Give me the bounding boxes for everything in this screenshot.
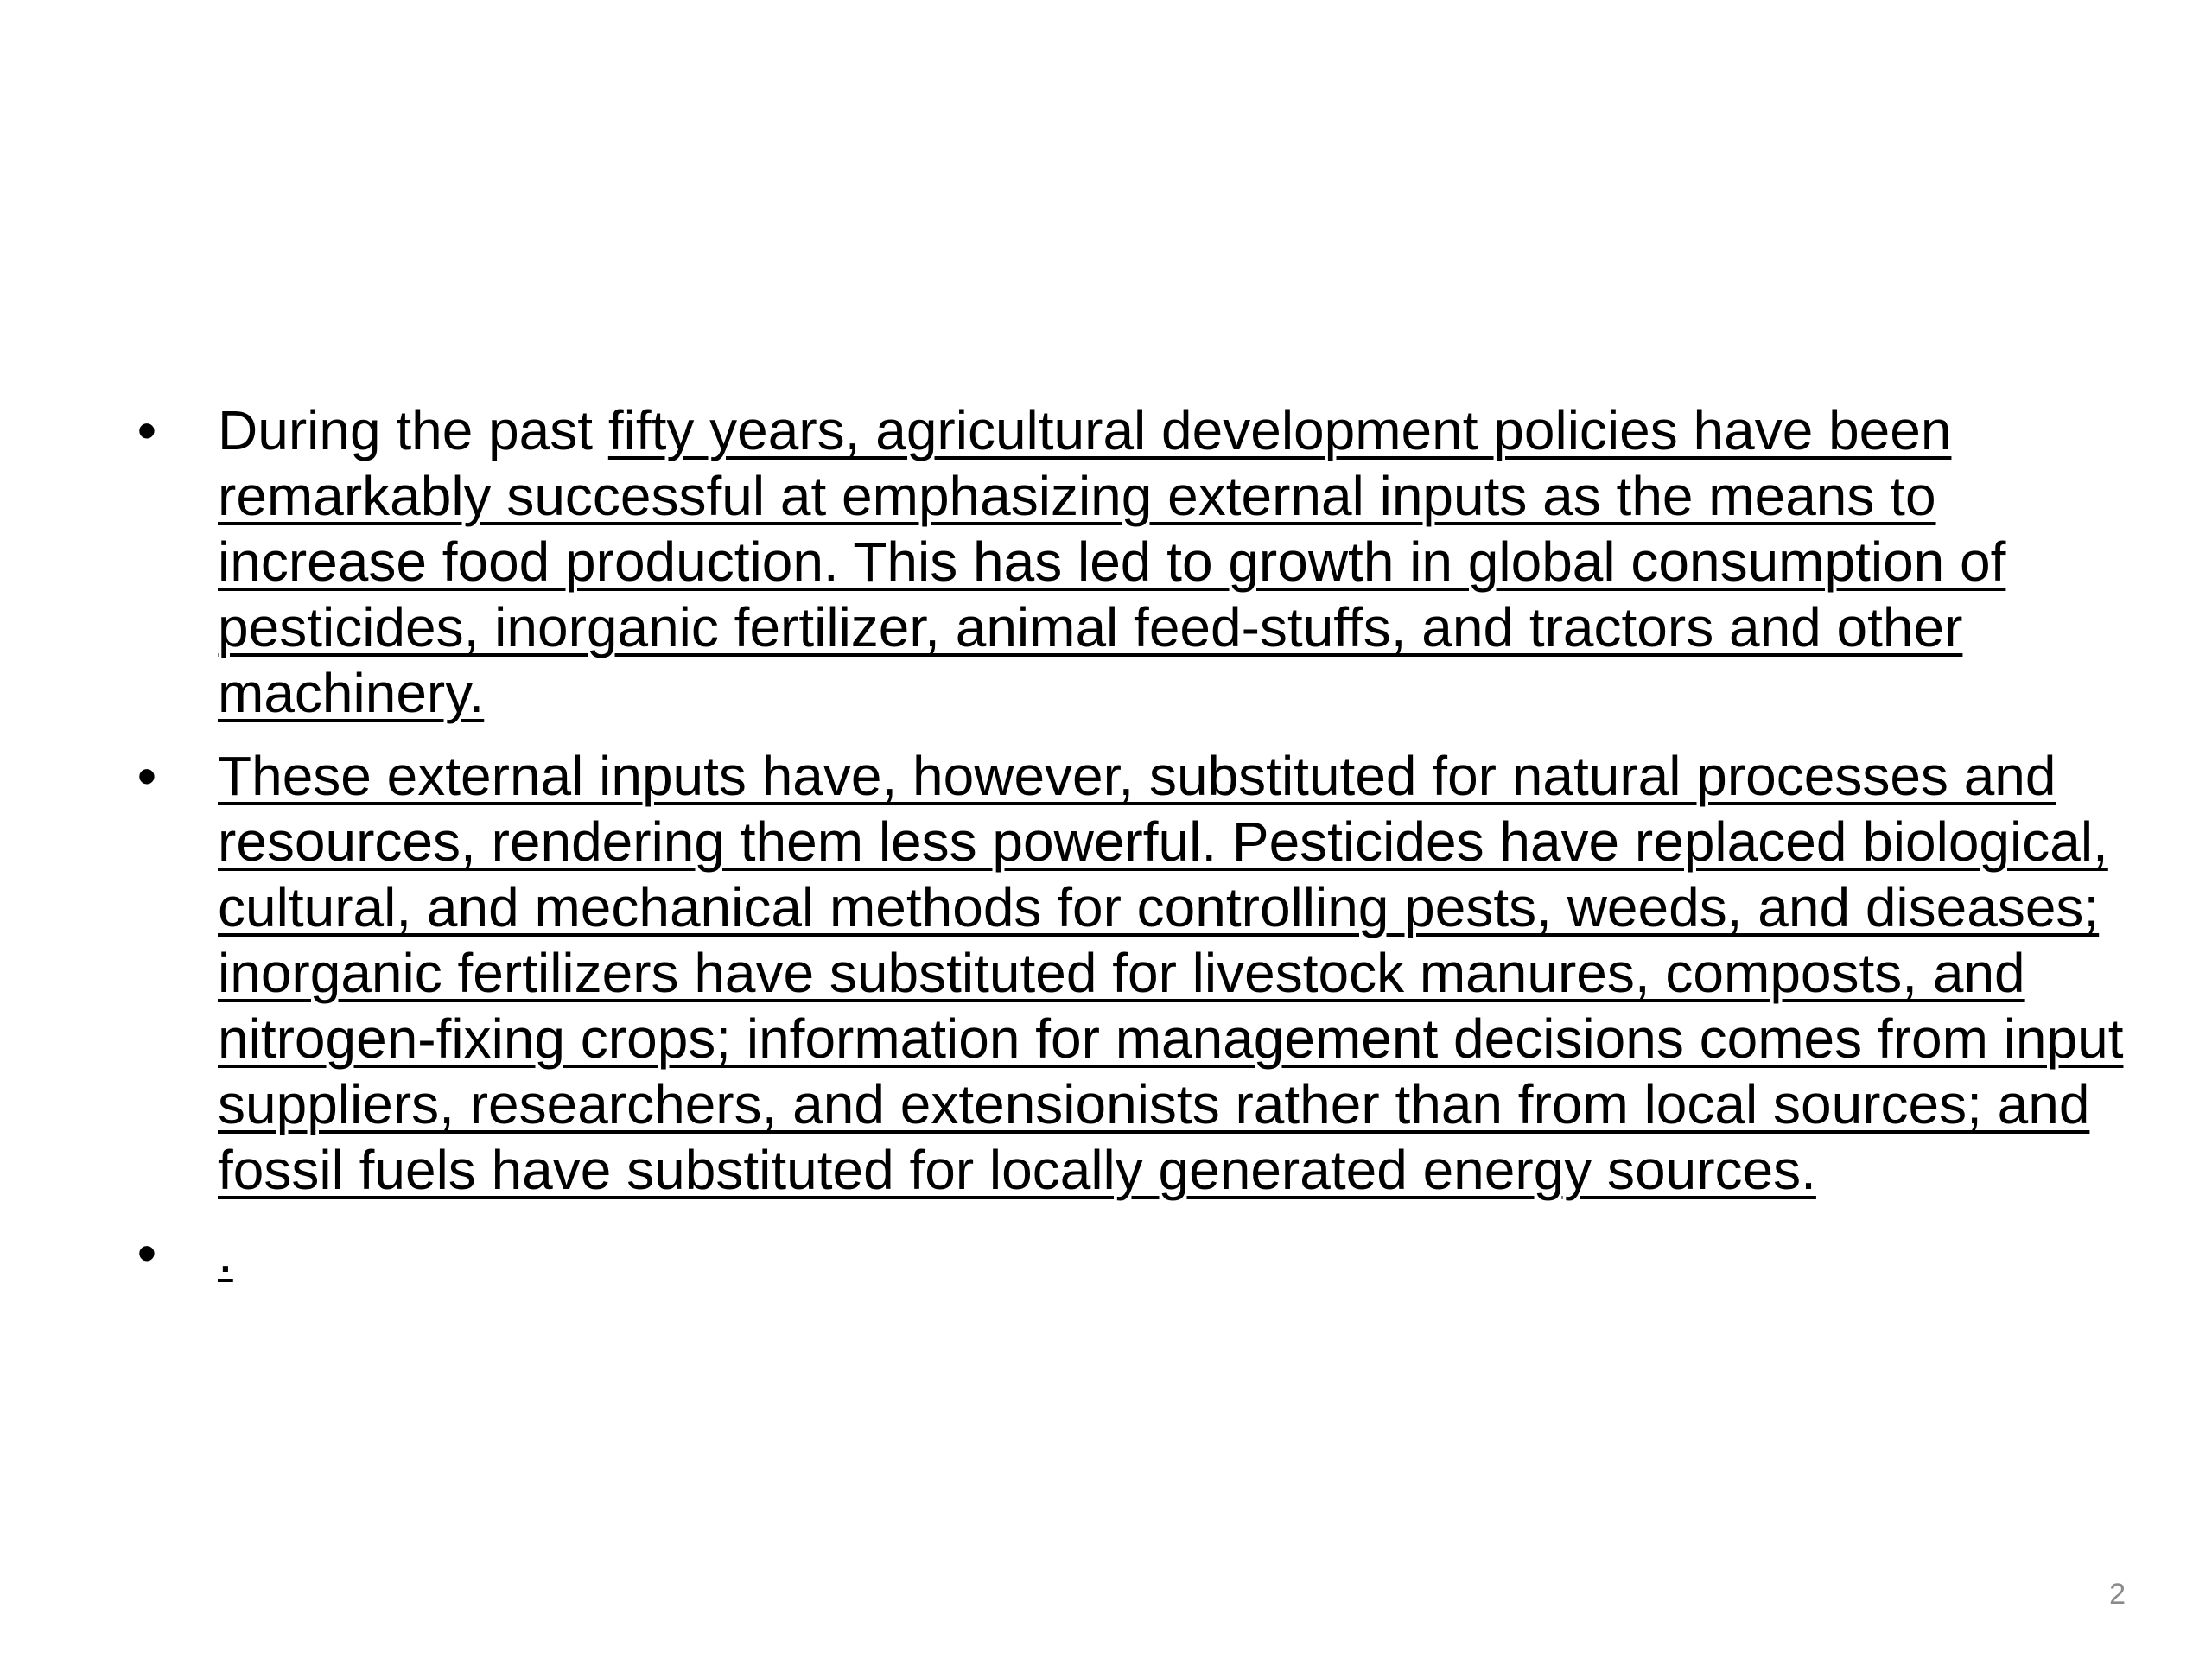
bullet-2-underlined-text: These external inputs have, however, substituted for natural processes and resources, rendering them less powerful. Pesticides have replaced biological, cultural, and mechanical methods for controlling pests, weeds, and diseases; inorganic fertilizers have substituted for livestock manures, composts, and nitrogen-fixing crops; information for management decisions comes from input suppliers, researchers, and extensionists rather than from local sources; and fossil fuels have substituted for locally generated energy sources. (218, 745, 2124, 1201)
page-number: 2 (2109, 1578, 2126, 1611)
bullet-3-underlined-text: . (218, 1222, 233, 1284)
bullet-list (130, 397, 2143, 1303)
bullet-item-1 (130, 397, 2143, 726)
bullet-icon: • (137, 745, 157, 807)
bullet-item-3 (130, 1220, 2143, 1286)
bullet-item-2 (130, 743, 2143, 1203)
bullet-icon: • (137, 1222, 157, 1284)
bullet-1-plain-text: During the past (218, 399, 608, 461)
bullet-1-underlined-text: fifty years, agricultural development policies have been remarkably successful at emphasizing external inputs as the means to increase food production. This has led to growth in global consumption of pesticides, inorganic fertilizer, animal feed-stuffs, and tractors and other machinery. (218, 399, 2006, 724)
bullet-icon: • (137, 399, 157, 461)
